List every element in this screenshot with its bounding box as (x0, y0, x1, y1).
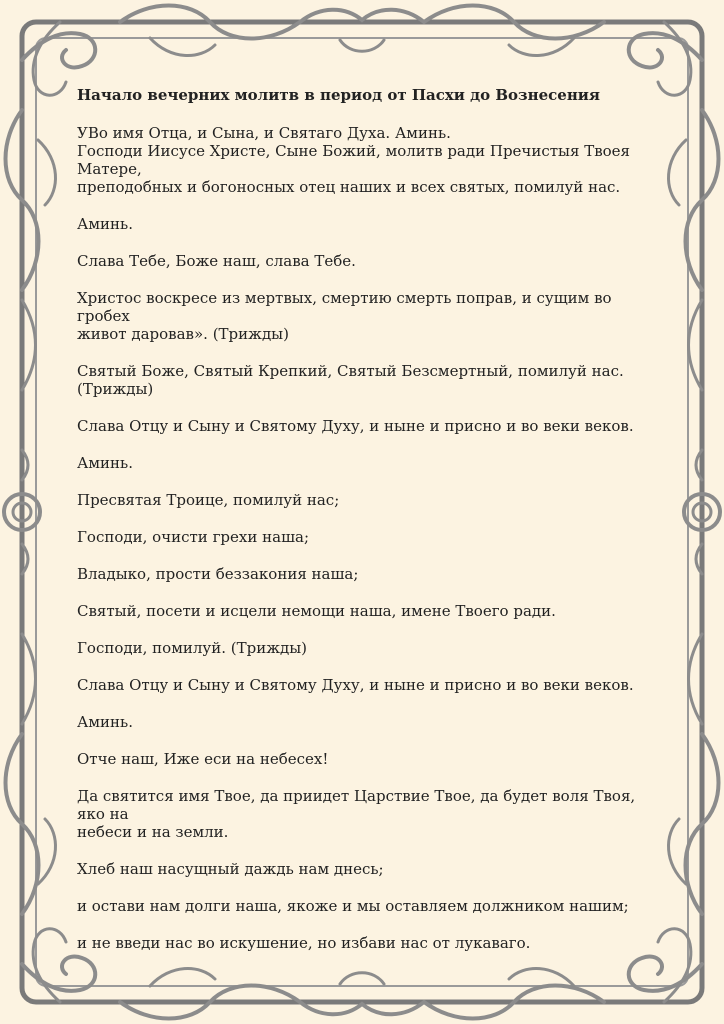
text-line: Слава Тебе, Боже наш, слава Тебе. (77, 252, 356, 270)
text-line: и не введи нас во искушение, но избави нас от лукаваго. (77, 934, 531, 952)
paragraph (77, 787, 657, 841)
paragraph (77, 860, 657, 878)
text-line: живот даровав». (Трижды) (77, 325, 289, 343)
text-line: Святый Боже, Святый Крепкий, Святый Безсмертный, помилуй нас. (Трижды) (77, 362, 624, 398)
text-line: преподобных и богоносных отец наших и всех святых, помилуй нас. (77, 178, 621, 196)
text-line: Аминь. (77, 454, 133, 472)
text-line: Слава Отцу и Сыну и Святому Духу, и ныне и присно и во веки веков. (77, 676, 634, 694)
paragraph (77, 289, 657, 343)
text-line: Отче наш, Иже еси на небесех! (77, 750, 329, 768)
paragraph (77, 897, 657, 915)
paragraph (77, 750, 657, 768)
text-line: Пресвятая Троице, помилуй нас; (77, 491, 340, 509)
paragraph (77, 602, 657, 620)
text-line: Господи Иисусе Христе, Сыне Божий, молитв ради Пречистыя Твоея Матере, (77, 142, 631, 178)
prayer-text (77, 86, 657, 971)
paragraph (77, 417, 657, 435)
text-line: Аминь. (77, 713, 133, 731)
text-line: Господи, очисти грехи наша; (77, 528, 310, 546)
paragraph (77, 713, 657, 731)
paragraph (77, 565, 657, 583)
paragraph (77, 934, 657, 952)
paragraph (77, 252, 657, 270)
text-line: Хлеб наш насущный даждь нам днесь; (77, 860, 384, 878)
paragraph (77, 215, 657, 233)
text-line: Владыко, прости беззакония наша; (77, 565, 359, 583)
paragraph (77, 639, 657, 657)
paragraph (77, 362, 657, 398)
text-line: Да святится имя Твое, да приидет Царствие Твое, да будет воля Твоя, яко на (77, 787, 636, 823)
text-line: Святый, посети и исцели немощи наша, имене Твоего ради. (77, 602, 556, 620)
text-line: Христос воскресе из мертвых, смертию смерть поправ, и сущим во гробех (77, 289, 612, 325)
text-line: Слава Отцу и Сыну и Святому Духу, и ныне и присно и во веки веков. (77, 417, 634, 435)
text-line: Господи, помилуй. (Трижды) (77, 639, 308, 657)
paragraph (77, 491, 657, 509)
text-line: и остави нам долги наша, якоже и мы оставляем должником нашим; (77, 897, 629, 915)
paragraph (77, 454, 657, 472)
paragraph (77, 124, 657, 196)
text-line: Аминь. (77, 215, 133, 233)
paragraph (77, 676, 657, 694)
page-title: Начало вечерних молитв в период от Пасхи до Вознесения (77, 86, 601, 104)
text-line: УВо имя Отца, и Сына, и Святаго Духа. Аминь. (77, 124, 451, 142)
text-line: небеси и на земли. (77, 823, 229, 841)
paragraph (77, 528, 657, 546)
